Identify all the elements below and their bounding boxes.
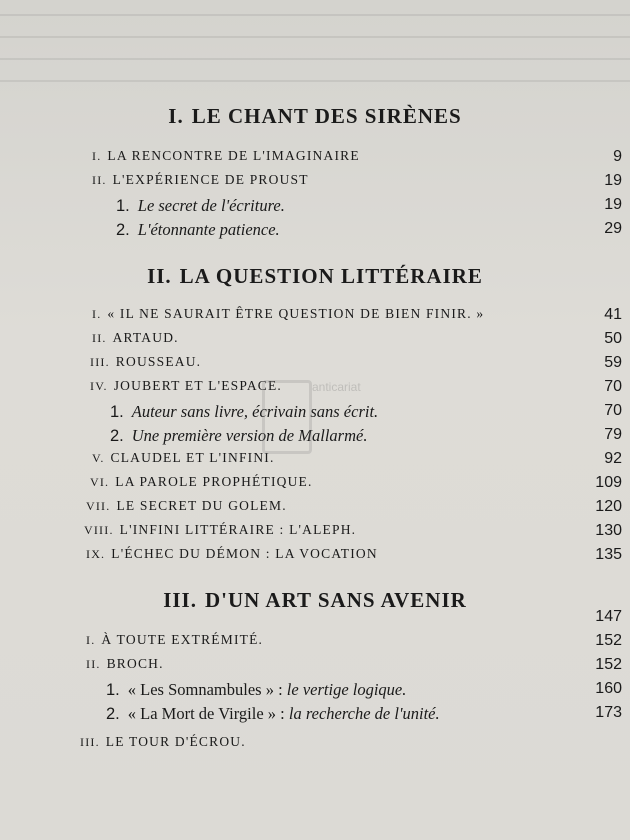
section-title-text: D'UN ART SANS AVENIR [204, 588, 467, 612]
section-title-text: LA QUESTION LITTÉRAIRE [179, 264, 483, 288]
toc-subentry: 2. Une première version de Mallarmé. 79 [110, 426, 622, 445]
page-number: 120 [595, 498, 622, 515]
page-number: 79 [604, 426, 622, 443]
toc-entry: II. ARTAUD. 50 [92, 330, 622, 347]
toc-entry: III. ROUSSEAU. 59 [90, 354, 622, 371]
page-number: 19 [604, 172, 622, 189]
page-number: 59 [604, 354, 622, 371]
page-number: 70 [604, 402, 622, 419]
toc-entry: VII. LE SECRET DU GOLEM. 120 [86, 498, 622, 515]
page-number: 19 [604, 196, 622, 213]
toc-entry: V. CLAUDEL ET L'INFINI. 92 [92, 450, 622, 467]
page-number: 109 [595, 474, 622, 491]
toc-subentry: 1. Auteur sans livre, écrivain sans écrit. 70 [110, 402, 622, 421]
page-number: 147 [595, 608, 622, 625]
toc-entry: VI. LA PAROLE PROPHÉTIQUE. 109 [90, 474, 622, 491]
page-number: 152 [595, 632, 622, 649]
toc-subentry: 2. « La Mort de Virgile » : la recherche de l'unité. 173 [106, 704, 622, 723]
section-numeral: II. [147, 264, 172, 288]
toc-entry [0, 608, 630, 630]
section-title-text: LE CHANT DES SIRÈNES [191, 104, 462, 128]
watermark-logo [262, 380, 402, 452]
toc-entry: III. LE TOUR D'ÉCROU. [80, 734, 246, 749]
toc-subentry: 1. « Les Somnambules » : le vertige logique. 160 [106, 680, 622, 699]
toc-entry: I. « IL NE SAURAIT ÊTRE QUESTION DE BIEN FINIR. » 41 [92, 306, 622, 323]
toc-entry: IV. JOUBERT ET L'ESPACE. 70 [90, 378, 622, 395]
page-number: 9 [613, 148, 622, 165]
section-title-1 [0, 104, 630, 129]
page-number: 41 [604, 306, 622, 323]
watermark-box-icon [262, 380, 312, 454]
toc-subentry: 1. Le secret de l'écriture. 19 [116, 196, 622, 215]
page-number: 173 [595, 704, 622, 721]
page-number: 50 [604, 330, 622, 347]
page-number: 92 [604, 450, 622, 467]
watermark-text: anticariat [312, 380, 361, 394]
toc-entry: VIII. L'INFINI LITTÉRAIRE : L'ALEPH. 130 [84, 522, 622, 539]
section-numeral: III. [163, 588, 197, 612]
section-numeral: I. [168, 104, 184, 128]
page-number: 29 [604, 220, 622, 237]
page-number: 135 [595, 546, 622, 563]
page-number: 152 [595, 656, 622, 673]
section-title-2 [0, 264, 630, 289]
bleed-through-text [0, 0, 630, 100]
toc-entry: I. À TOUTE EXTRÉMITÉ. 152 [86, 632, 622, 649]
toc-subentry: 2. L'étonnante patience. 29 [116, 220, 622, 239]
toc-entry: II. BROCH. 152 [86, 656, 622, 673]
page-number: 130 [595, 522, 622, 539]
toc-entry: I. LA RENCONTRE DE L'IMAGINAIRE 9 [92, 148, 622, 165]
toc-entry: II. L'EXPÉRIENCE DE PROUST 19 [92, 172, 622, 189]
page-number: 160 [595, 680, 622, 697]
page-number: 70 [604, 378, 622, 395]
toc-entry: IX. L'ÉCHEC DU DÉMON : LA VOCATION 135 [86, 546, 622, 563]
